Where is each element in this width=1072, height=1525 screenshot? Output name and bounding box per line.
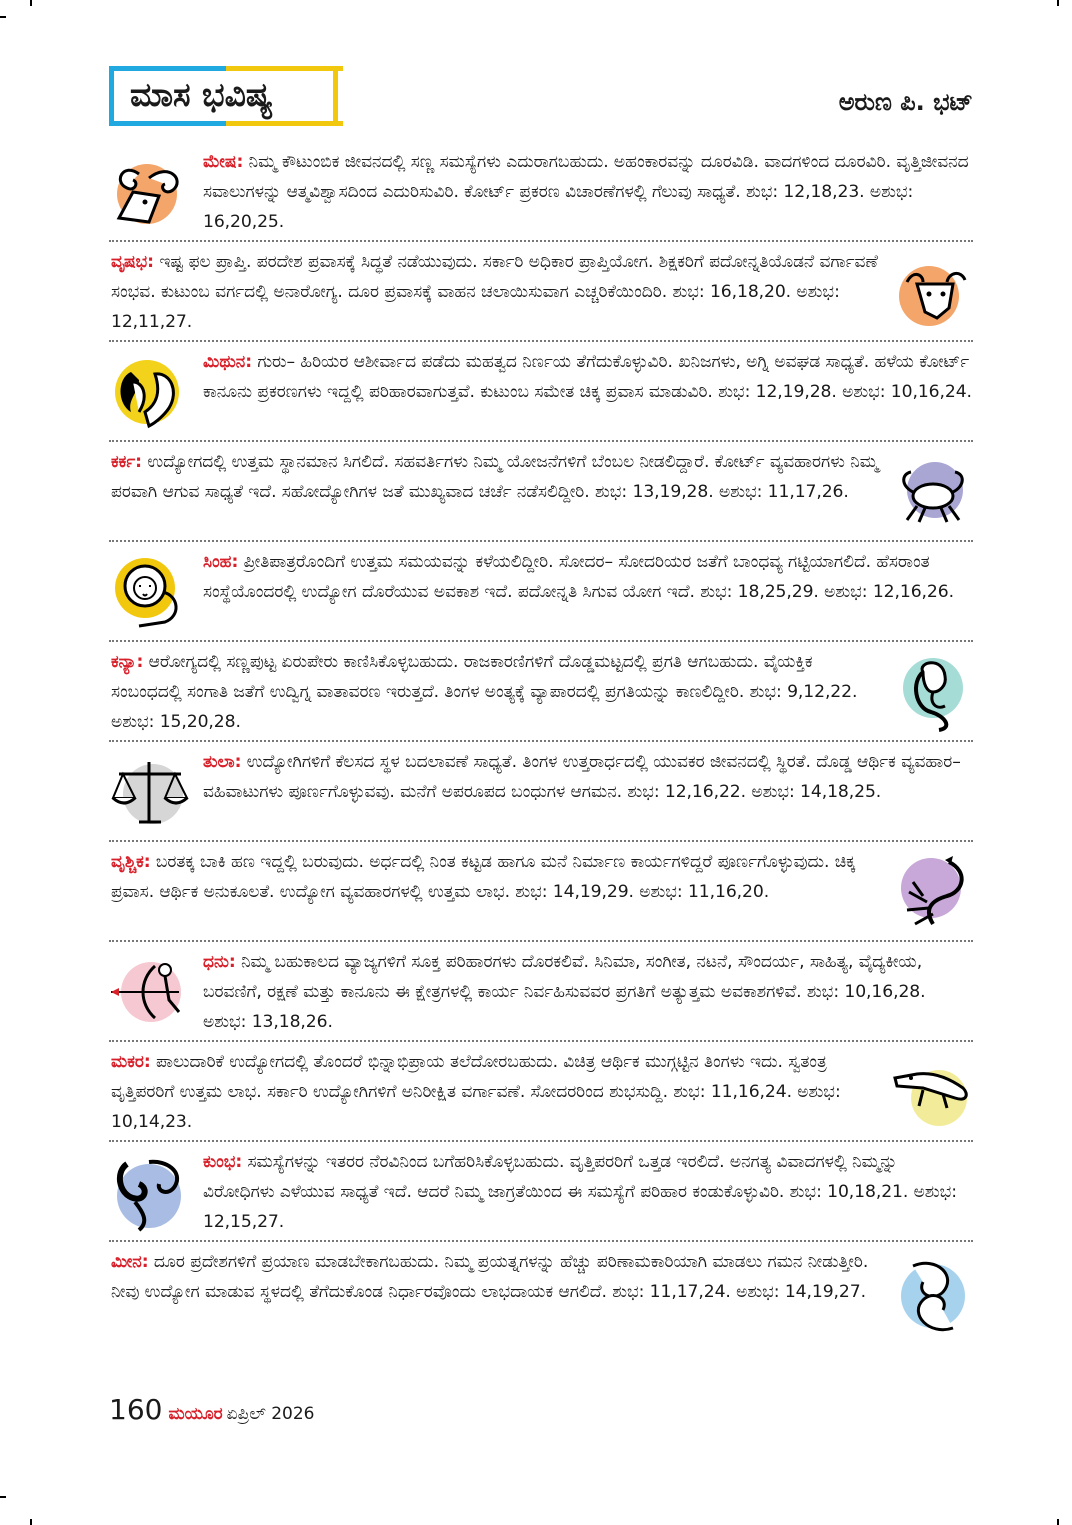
crop-mark bbox=[1057, 1519, 1059, 1525]
horoscope-text bbox=[111, 447, 886, 507]
sign-name: ಸಿಂಹ: bbox=[203, 552, 239, 572]
horoscope-text bbox=[111, 247, 886, 337]
sign-name: ಮಿಥುನ: bbox=[203, 352, 253, 372]
page-number: 160 bbox=[109, 1393, 163, 1426]
gemini-twins-icon bbox=[109, 352, 189, 432]
prediction: ಸಮಸ್ಯೆಗಳನ್ನು ಇತರರ ನೆರವಿನಿಂದ ಬಗೆಹರಿಸಿಕೊಳ್ಳಬಹುದು. ವೃತ್ತಿಪರರಿಗೆ ಒತ್ತಡ ಇರಲಿದೆ. ಅನಗತ್ಯ ವಿವಾದಗಳಲ್ಲಿ ನಿಮ್ಮನ್ನು ವಿರೋಧಿಗಳು ಎಳೆಯುವ ಸಾಧ್ಯತೆ ಇದೆ. ಆದರೆ ನಿಮ್ಮ ಜಾಗ್ರತೆಯಿಂದ ಈ ಸಮಸ್ಯೆಗೆ ಪರಿಹಾರ ಕಂಡುಕೊಳ್ಳುವಿರಿ. ಶುಭ: 10,18,21. ಅಶುಭ: 12,15,27. bbox=[203, 1152, 957, 1232]
horoscope-entry-makara bbox=[109, 1042, 973, 1142]
sign-name: ಕರ್ಕ: bbox=[111, 452, 142, 472]
prediction: ಗುರು– ಹಿರಿಯರ ಆಶೀರ್ವಾದ ಪಡೆದು ಮಹತ್ವದ ನಿರ್ಣಯ ತೆಗೆದುಕೊಳ್ಳುವಿರಿ. ಖನಿಜಗಳು, ಅಗ್ನಿ ಅವಘಡ ಸಾಧ್ಯತೆ. ಹಳೆಯ ಕೋರ್ಟ್ ಕಾನೂನು ಪ್ರಕರಣಗಳು ಇದ್ದಲ್ಲಿ ಪರಿಹಾರವಾಗುತ್ತವೆ. ಕುಟುಂಬ ಸಮೇತ ಚಿಕ್ಕ ಪ್ರವಾಸ ಮಾಡುವಿರಿ. ಶುಭ: 12,19,28. ಅಶುಭ: 10,16,24. bbox=[203, 352, 972, 402]
title-border-accent bbox=[226, 66, 343, 71]
horoscope-entry-vrishabha bbox=[109, 242, 973, 342]
horoscope-entry-meena bbox=[109, 1242, 973, 1342]
magazine-name: ಮಯೂರ bbox=[168, 1404, 223, 1424]
sign-name: ಧನು: bbox=[203, 952, 236, 972]
aries-ram-icon bbox=[109, 152, 189, 232]
horoscope-entry-mesha bbox=[109, 142, 973, 242]
sign-name: ತುಲಾ: bbox=[203, 752, 242, 772]
aquarius-pot-icon bbox=[109, 1152, 189, 1232]
title-box bbox=[109, 66, 338, 126]
leo-lion-icon bbox=[109, 552, 189, 632]
issue-date: ಏಪ್ರಿಲ್ 2026 bbox=[226, 1404, 315, 1424]
capricorn-crocodile-icon bbox=[893, 1052, 973, 1132]
horoscope-text bbox=[111, 1047, 886, 1137]
sign-name: ಮಕರ: bbox=[111, 1052, 151, 1072]
horoscope-entry-vrishchika bbox=[109, 842, 973, 942]
horoscope-text bbox=[203, 547, 973, 607]
crop-mark bbox=[30, 0, 32, 6]
crop-mark bbox=[30, 1519, 32, 1525]
prediction: ನಿಮ್ಮ ಕೌಟುಂಬಿಕ ಜೀವನದಲ್ಲಿ ಸಣ್ಣ ಸಮಸ್ಯೆಗಳು ಎದುರಾಗಬಹುದು. ಅಹಂಕಾರವನ್ನು ದೂರವಿಡಿ. ವಾದಗಳಿಂದ ದೂರವಿರಿ. ವೃತ್ತಿಜೀವನದ ಸವಾಲುಗಳನ್ನು ಆತ್ಮವಿಶ್ವಾಸದಿಂದ ಎದುರಿಸುವಿರಿ. ಕೋರ್ಟ್ ಪ್ರಕರಣ ವಿಚಾರಣೆಗಳಲ್ಲಿ ಗೆಲುವು ಸಾಧ್ಯತೆ. ಶುಭ: 12,18,23. ಅಶುಭ: 16,20,25. bbox=[203, 152, 969, 232]
title-border-accent bbox=[226, 121, 343, 126]
prediction: ಪ್ರೀತಿಪಾತ್ರರೊಂದಿಗೆ ಉತ್ತಮ ಸಮಯವನ್ನು ಕಳೆಯಲಿದ್ದೀರಿ. ಸೋದರ– ಸೋದರಿಯರ ಜತೆಗೆ ಬಾಂಧವ್ಯ ಗಟ್ಟಿಯಾಗಲಿದೆ. ಹೆಸರಾಂತ ಸಂಸ್ಥೆಯೊಂದರಲ್ಲಿ ಉದ್ಯೋಗ ದೊರೆಯುವ ಅವಕಾಶ ಇದೆ. ಪದೋನ್ನತಿ ಸಿಗುವ ಯೋಗ ಇದೆ. ಶುಭ: 18,25,29. ಅಶುಭ: 12,16,26. bbox=[203, 552, 954, 602]
horoscope-text bbox=[203, 1147, 973, 1237]
prediction: ಇಷ್ಟ ಫಲ ಪ್ರಾಪ್ತಿ. ಪರದೇಶ ಪ್ರವಾಸಕ್ಕೆ ಸಿದ್ಧತೆ ನಡೆಯುವುದು. ಸರ್ಕಾರಿ ಅಧಿಕಾರ ಪ್ರಾಪ್ತಿಯೋಗ. ಶಿಕ್ಷಕರಿಗೆ ಪದೋನ್ನತಿಯೊಡನೆ ವರ್ಗಾವಣೆ ಸಂಭವ. ಕುಟುಂಬ ವರ್ಗದಲ್ಲಿ ಅನಾರೋಗ್ಯ. ದೂರ ಪ್ರವಾಸಕ್ಕೆ ವಾಹನ ಚಲಾಯಿಸುವಾಗ ಎಚ್ಚರಿಕೆಯಿಂದಿರಿ. ಶುಭ: 16,18,20. ಅಶುಭ: 12,11,27. bbox=[111, 252, 878, 332]
crop-mark bbox=[0, 16, 6, 18]
pisces-fish-icon bbox=[893, 1252, 973, 1332]
page-footer bbox=[109, 1393, 314, 1429]
prediction: ಬರತಕ್ಕ ಬಾಕಿ ಹಣ ಇದ್ದಲ್ಲಿ ಬರುವುದು. ಅರ್ಧದಲ್ಲಿ ನಿಂತ ಕಟ್ಟಡ ಹಾಗೂ ಮನೆ ನಿರ್ಮಾಣ ಕಾರ್ಯಗಳಿದ್ದರೆ ಪೂರ್ಣಗೊಳ್ಳುವುದು. ಚಿಕ್ಕ ಪ್ರವಾಸ. ಆರ್ಥಿಕ ಅನುಕೂಲತೆ. ಉದ್ಯೋಗ ವ್ಯವಹಾರಗಳಲ್ಲಿ ಉತ್ತಮ ಲಾಭ. ಶುಭ: 14,19,29. ಅಶುಭ: 11,16,20. bbox=[111, 852, 856, 902]
page-title: ಮಾಸ ಭವಿಷ್ಯ bbox=[130, 75, 273, 114]
horoscope-entry-kumbha bbox=[109, 1142, 973, 1242]
prediction: ಪಾಲುದಾರಿಕೆ ಉದ್ಯೋಗದಲ್ಲಿ ತೊಂದರೆ ಭಿನ್ನಾಭಿಪ್ರಾಯ ತಲೆದೋರಬಹುದು. ವಿಚಿತ್ರ ಆರ್ಥಿಕ ಮುಗ್ಗಟ್ಟಿನ ತಿಂಗಳು ಇದು. ಸ್ವತಂತ್ರ ವೃತ್ತಿಪರರಿಗೆ ಉತ್ತಮ ಲಾಭ. ಸರ್ಕಾರಿ ಉದ್ಯೋಗಿಗಳಿಗೆ ಅನಿರೀಕ್ಷಿತ ವರ್ಗಾವಣೆ. ಸೋದರರಿಂದ ಶುಭಸುದ್ದಿ. ಶುಭ: 11,16,24. ಅಶುಭ: 10,14,23. bbox=[111, 1052, 841, 1132]
horoscope-list bbox=[109, 142, 973, 1342]
sign-name: ಮೇಷ: bbox=[203, 152, 244, 172]
horoscope-entry-simha bbox=[109, 542, 973, 642]
prediction: ಉದ್ಯೋಗದಲ್ಲಿ ಉತ್ತಮ ಸ್ಥಾನಮಾನ ಸಿಗಲಿದೆ. ಸಹವರ್ತಿಗಳು ನಿಮ್ಮ ಯೋಜನೆಗಳಿಗೆ ಬೆಂಬಲ ನೀಡಲಿದ್ದಾರೆ. ಕೋರ್ಟ್ ವ್ಯವಹಾರಗಳು ನಿಮ್ಮ ಪರವಾಗಿ ಆಗುವ ಸಾಧ್ಯತೆ ಇದೆ. ಸಹೋದ್ಯೋಗಿಗಳ ಜತೆ ಮುಖ್ಯವಾದ ಚರ್ಚೆ ನಡೆಸಲಿದ್ದೀರಿ. ಶುಭ: 13,19,28. ಅಶುಭ: 11,17,26. bbox=[111, 452, 879, 502]
sagittarius-archer-icon bbox=[109, 952, 189, 1032]
prediction: ಉದ್ಯೋಗಿಗಳಿಗೆ ಕೆಲಸದ ಸ್ಥಳ ಬದಲಾವಣೆ ಸಾಧ್ಯತೆ. ತಿಂಗಳ ಉತ್ತರಾರ್ಧದಲ್ಲಿ ಯುವಕರ ಜೀವನದಲ್ಲಿ ಸ್ಥಿರತೆ. ದೊಡ್ಡ ಆರ್ಥಿಕ ವ್ಯವಹಾರ– ವಹಿವಾಟುಗಳು ಪೂರ್ಣಗೊಳ್ಳುವವು. ಮನೆಗೆ ಅಪರೂಪದ ಬಂಧುಗಳ ಆಗಮನ. ಶುಭ: 12,16,22. ಅಶುಭ: 14,18,25. bbox=[203, 752, 961, 802]
horoscope-entry-tula bbox=[109, 742, 973, 842]
sign-name: ವೃಶ್ಚಿಕ: bbox=[111, 852, 151, 872]
horoscope-entry-karka bbox=[109, 442, 973, 542]
horoscope-entry-kanya bbox=[109, 642, 973, 742]
libra-scales-icon bbox=[109, 752, 189, 832]
prediction: ಆರೋಗ್ಯದಲ್ಲಿ ಸಣ್ಣಪುಟ್ಟ ಏರುಪೇರು ಕಾಣಿಸಿಕೊಳ್ಳಬಹುದು. ರಾಜಕಾರಣಿಗಳಿಗೆ ದೊಡ್ಡಮಟ್ಟದಲ್ಲಿ ಪ್ರಗತಿ ಆಗಬಹುದು. ವೈಯಕ್ತಿಕ ಸಂಬಂಧದಲ್ಲಿ ಸಂಗಾತಿ ಜತೆಗೆ ಉದ್ವಿಗ್ನ ವಾತಾವರಣ ಇರುತ್ತದೆ. ತಿಂಗಳ ಅಂತ್ಯಕ್ಕೆ ವ್ಯಾಪಾರದಲ್ಲಿ ಪ್ರಗತಿಯನ್ನು ಕಾಣಲಿದ್ದೀರಿ. ಶುಭ: 9,12,22. ಅಶುಭ: 15,20,28. bbox=[111, 652, 858, 732]
sign-name: ಮೀನ: bbox=[111, 1252, 149, 1272]
horoscope-text bbox=[203, 747, 973, 807]
sign-name: ಕುಂಭ: bbox=[203, 1152, 243, 1172]
horoscope-text bbox=[111, 647, 886, 737]
scorpio-scorpion-icon bbox=[893, 852, 973, 932]
horoscope-text bbox=[111, 1247, 886, 1307]
taurus-bull-icon bbox=[893, 252, 973, 332]
horoscope-text bbox=[203, 147, 973, 237]
sign-name: ಕನ್ಯಾ: bbox=[111, 652, 144, 672]
prediction: ನಿಮ್ಮ ಬಹುಕಾಲದ ವ್ಯಾಜ್ಯಗಳಿಗೆ ಸೂಕ್ತ ಪರಿಹಾರಗಳು ದೊರಕಲಿವೆ. ಸಿನಿಮಾ, ಸಂಗೀತ, ನಟನೆ, ಸೌಂದರ್ಯ, ಸಾಹಿತ್ಯ, ವೈದ್ಯಕೀಯ, ಬರವಣಿಗೆ, ರಕ್ಷಣೆ ಮತ್ತು ಕಾನೂನು ಈ ಕ್ಷೇತ್ರಗಳಲ್ಲಿ ಕಾರ್ಯ ನಿರ್ವಹಿಸುವವರ ಪ್ರಗತಿಗೆ ಅತ್ಯುತ್ತಮ ಅವಕಾಶಗಳಿವೆ. ಶುಭ: 10,16,28. ಅಶುಭ: 13,18,26. bbox=[203, 952, 926, 1032]
crop-mark bbox=[0, 1496, 6, 1498]
prediction: ದೂರ ಪ್ರದೇಶಗಳಿಗೆ ಪ್ರಯಾಣ ಮಾಡಬೇಕಾಗಬಹುದು. ನಿಮ್ಮ ಪ್ರಯತ್ನಗಳನ್ನು ಹೆಚ್ಚು ಪರಿಣಾಮಕಾರಿಯಾಗಿ ಮಾಡಲು ಗಮನ ನೀಡುತ್ತೀರಿ. ನೀವು ಉದ್ಯೋಗ ಮಾಡುವ ಸ್ಥಳದಲ್ಲಿ ತೆಗೆದುಕೊಂಡ ನಿರ್ಧಾರವೊಂದು ಲಾಭದಾಯಕ ಆಗಲಿದೆ. ಶುಭ: 11,17,24. ಅಶುಭ: 14,19,27. bbox=[111, 1252, 869, 1302]
page-header bbox=[109, 66, 973, 130]
horoscope-entry-mithuna bbox=[109, 342, 973, 442]
crop-mark bbox=[1057, 0, 1059, 6]
author-byline: ಅರುಣ ಪಿ. ಭಟ್ bbox=[838, 88, 973, 116]
virgo-maiden-icon bbox=[893, 652, 973, 732]
cancer-crab-icon bbox=[893, 452, 973, 532]
horoscope-entry-dhanu bbox=[109, 942, 973, 1042]
horoscope-text bbox=[203, 947, 973, 1037]
sign-name: ವೃಷಭ: bbox=[111, 252, 154, 272]
horoscope-text bbox=[203, 347, 973, 407]
horoscope-text bbox=[111, 847, 886, 907]
